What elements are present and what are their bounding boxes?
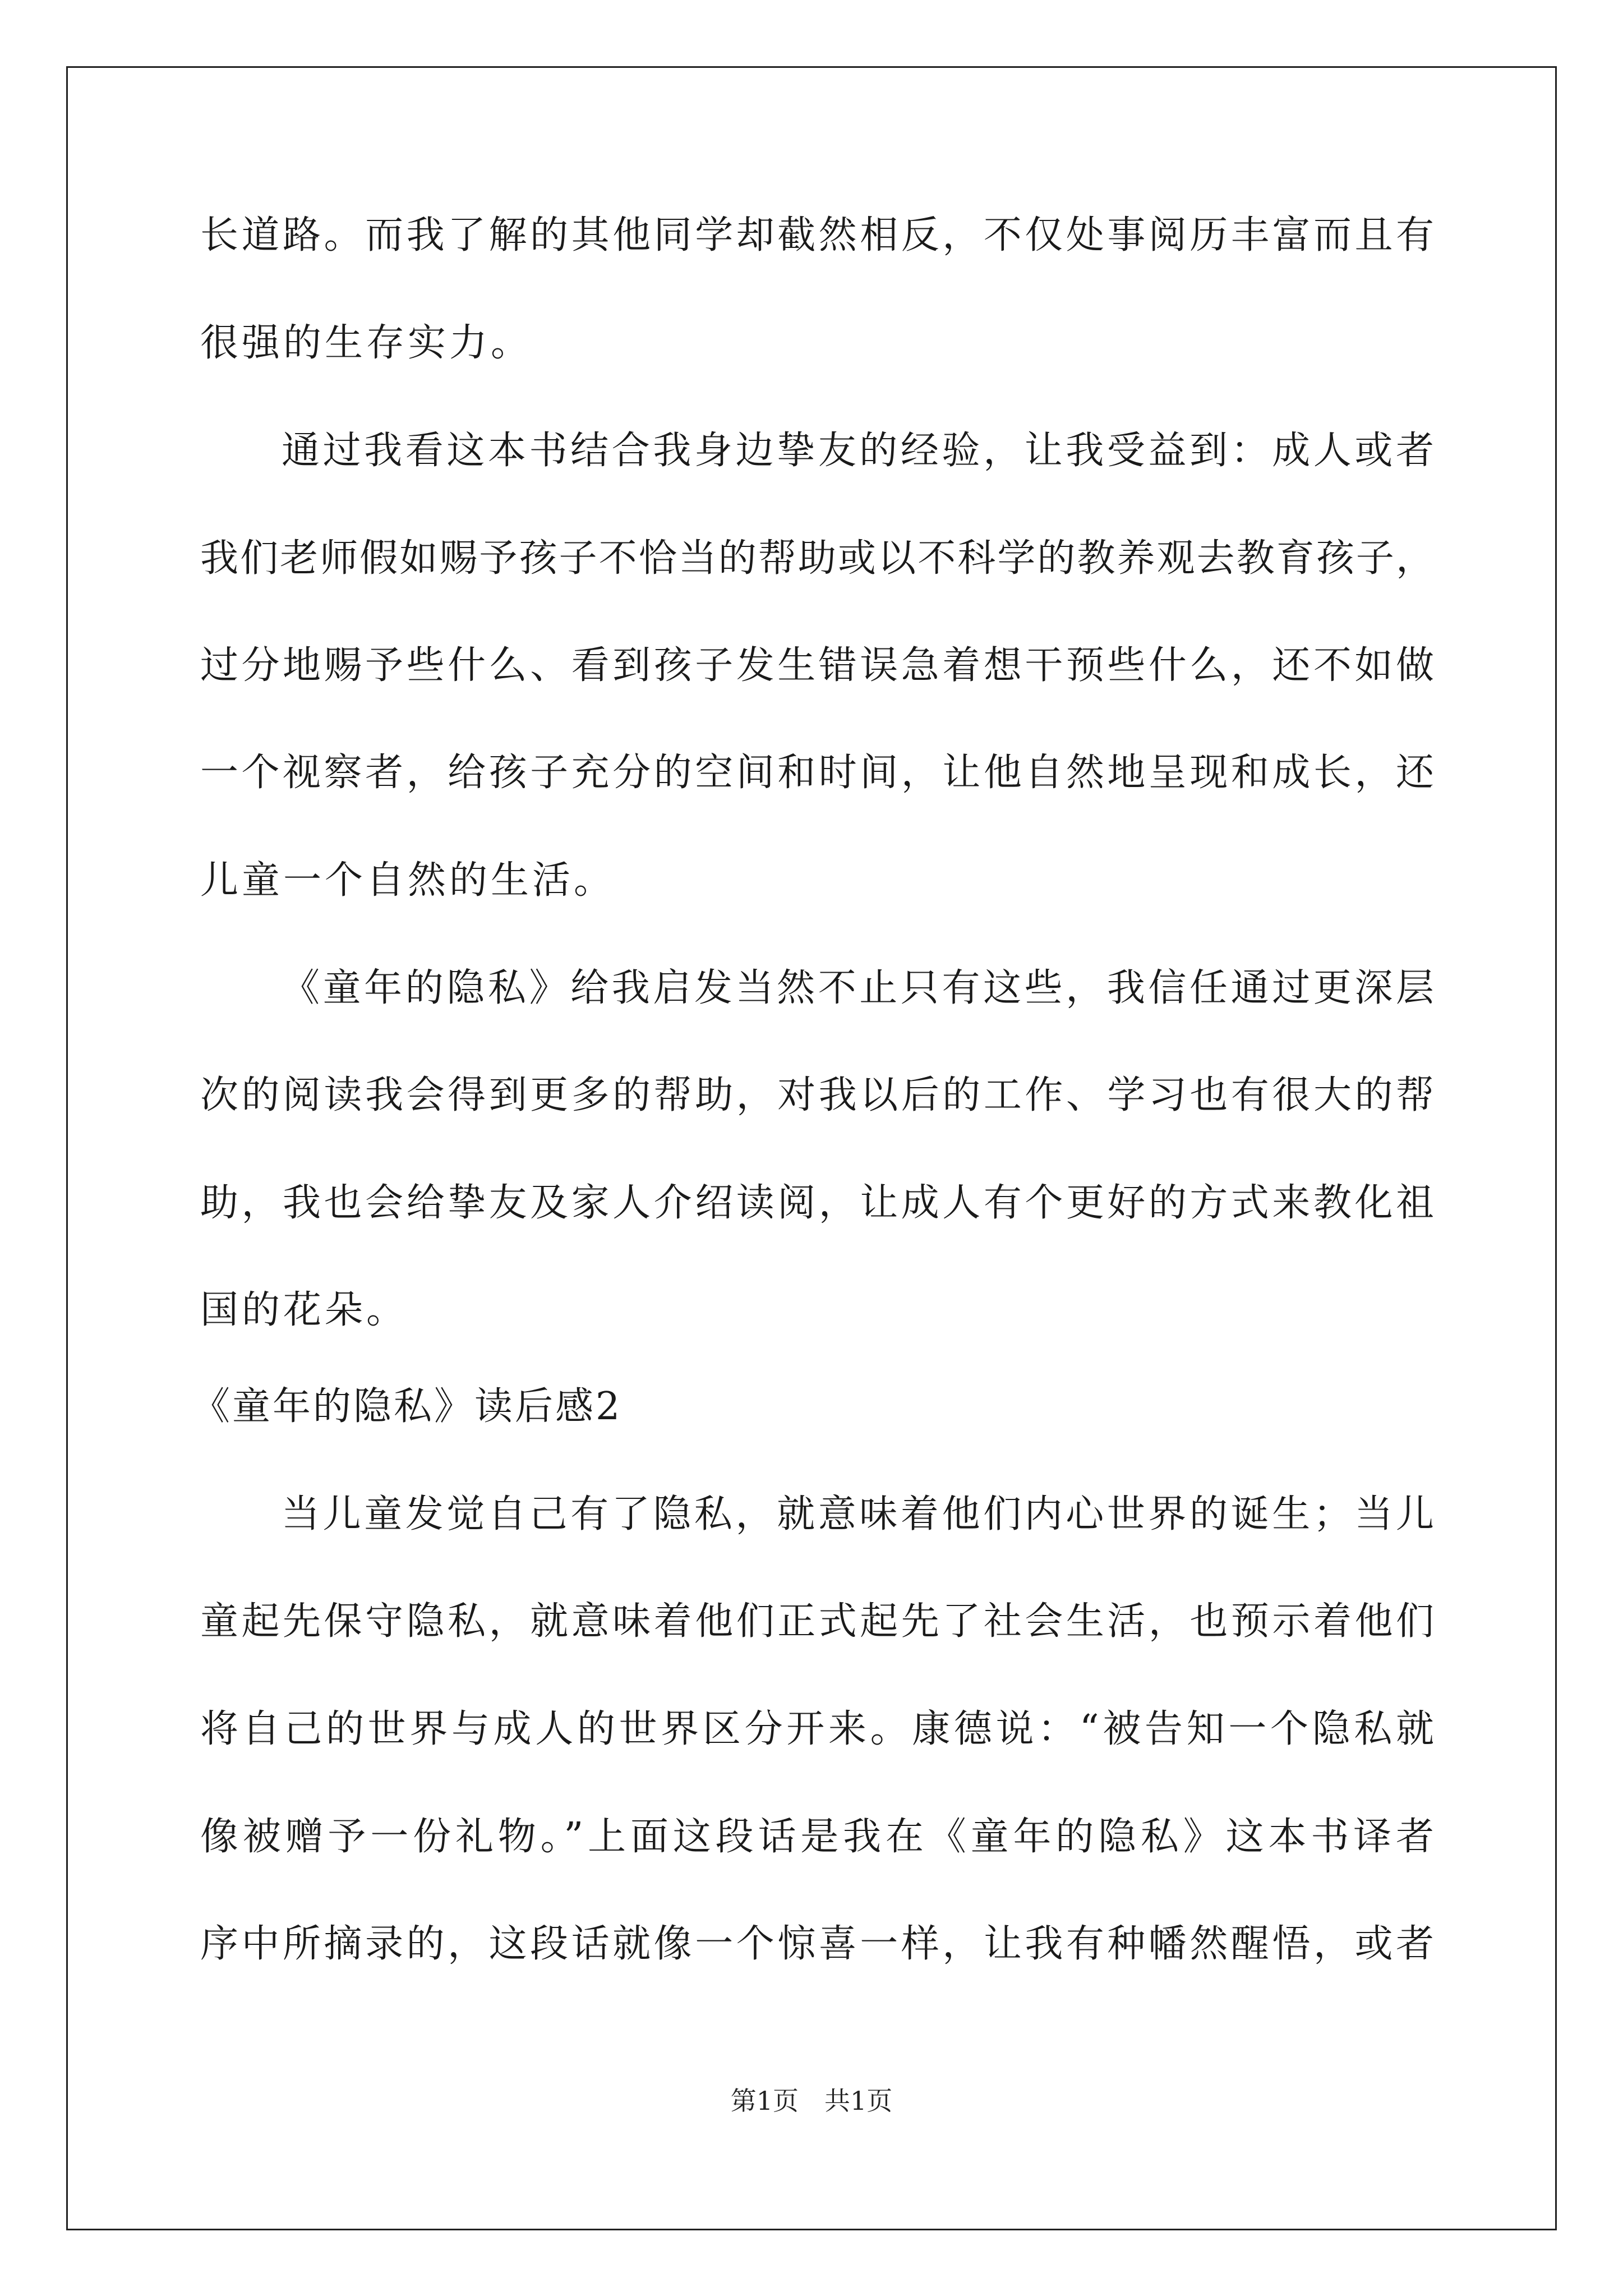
paragraph-line: 次的阅读我会得到更多的帮助，对我以后的工作、学习也有很大的帮 [200, 1073, 1434, 1117]
paragraph-line: 很强的生存实力。 [200, 321, 533, 365]
paragraph-line: 像被赠予一份礼物。”上面这段话是我在《童年的隐私》这本书译者 [200, 1815, 1434, 1859]
paragraph-line: 儿童一个自然的生活。 [200, 858, 616, 903]
paragraph-line: 序中所摘录的，这段话就像一个惊喜一样，让我有种幡然醒悟，或者 [200, 1922, 1434, 1966]
paragraph-line: 当儿童发觉自己有了隐私，就意味着他们内心世界的诞生；当儿 [282, 1492, 1434, 1536]
paragraph-line: 童起先保守隐私，就意味着他们正式起先了社会生活，也预示着他们 [200, 1599, 1434, 1644]
paragraph-line: 通过我看这本书结合我身边挚友的经验，让我受益到：成人或者 [282, 429, 1434, 473]
paragraph-line: 一个视察者，给孩子充分的空间和时间，让他自然地呈现和成长，还 [200, 751, 1434, 795]
paragraph-line: 《童年的隐私》给我启发当然不止只有这些，我信任通过更深层 [282, 966, 1434, 1010]
paragraph-line: 助，我也会给挚友及家人介绍读阅，让成人有个更好的方式来教化祖 [200, 1181, 1434, 1225]
paragraph-line: 长道路。而我了解的其他同学却截然相反，不仅处事阅历丰富而且有 [200, 213, 1434, 257]
section-heading: 《童年的隐私》读后感2 [192, 1384, 623, 1429]
page-border [66, 66, 1557, 2230]
paragraph-line: 国的花朵。 [200, 1288, 408, 1332]
page-footer: 第1页 共1页 [730, 2086, 893, 2116]
paragraph-line: 将自己的世界与成人的世界区分开来。康德说：“被告知一个隐私就 [200, 1707, 1434, 1751]
paragraph-line: 我们老师假如赐予孩子不恰当的帮助或以不科学的教养观去教育孩子， [200, 536, 1434, 581]
paragraph-line: 过分地赐予些什么、看到孩子发生错误急着想干预些什么，还不如做 [200, 643, 1434, 688]
